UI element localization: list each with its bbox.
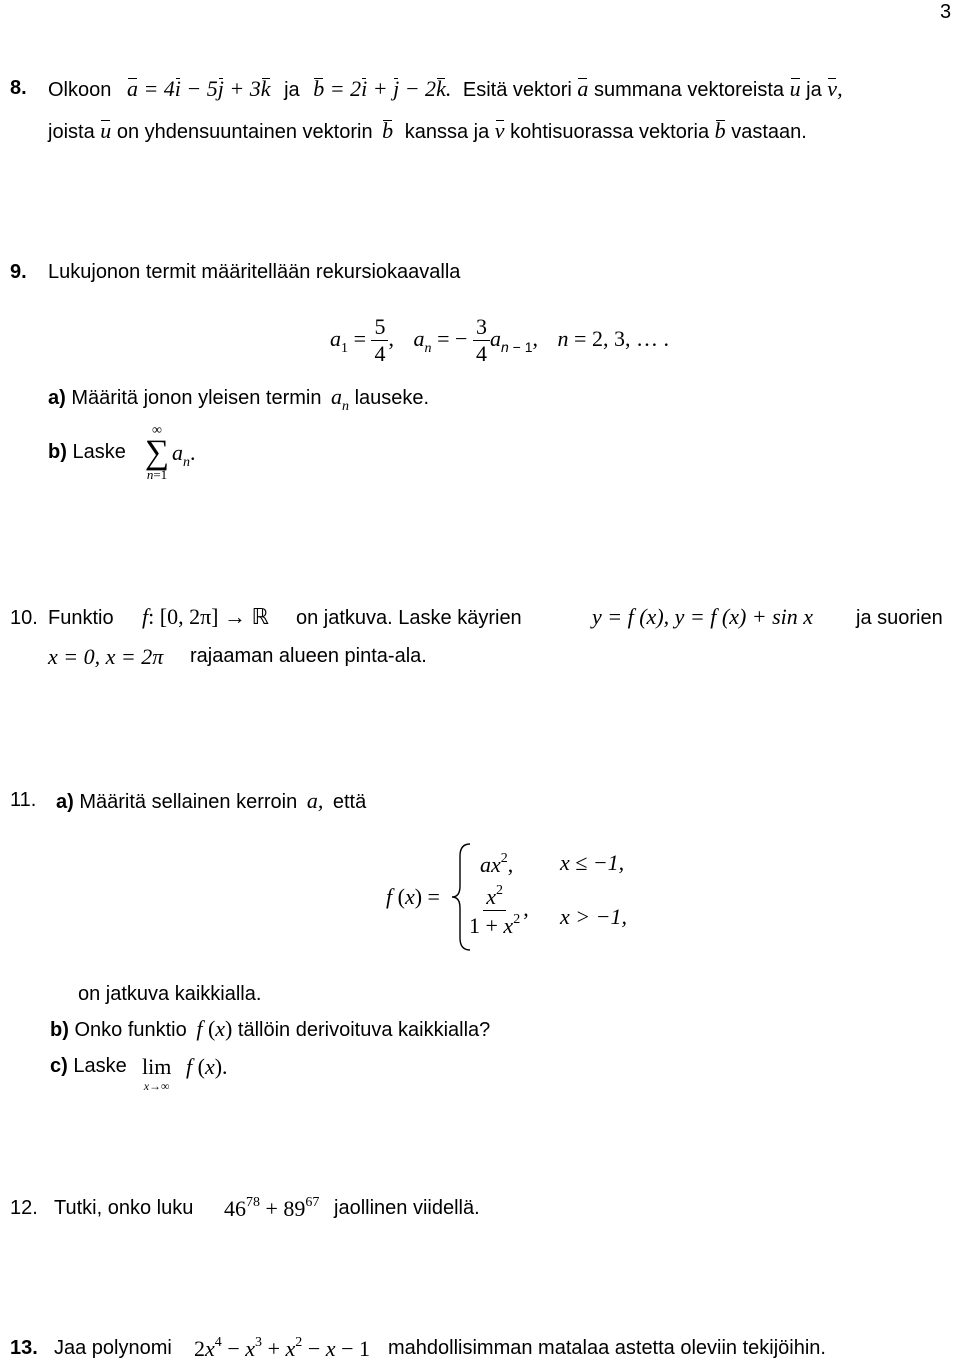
p8-line2-bvec: b <box>382 118 394 143</box>
problem-13-number: 13. <box>10 1337 38 1359</box>
problem-9-intro: Lukujonon termit määritellään rekursiokaavalla <box>48 261 461 283</box>
p9-b-text: Laske <box>72 441 126 463</box>
p11-limit: lim x→∞ <box>142 1054 172 1093</box>
p11-a-label: a) <box>56 791 74 813</box>
p11-a-text: Määritä sellainen kerroin <box>79 791 298 813</box>
p13-text2: mahdollisimman matalaa astetta oleviin tekijöihin. <box>388 1337 826 1359</box>
p11-continuity: on jatkuva kaikkialla. <box>78 983 262 1005</box>
p12-text2: jaollinen viidellä. <box>334 1197 480 1219</box>
p11-c-label: c) <box>50 1055 68 1077</box>
p11-a-var: a, <box>306 788 324 813</box>
p10-on-jatkuva: on jatkuva. Laske käyrien <box>296 607 522 629</box>
p9-part-b <box>48 442 126 462</box>
p8-line2-b: on yhdensuuntainen vektorin <box>116 121 373 143</box>
p11-case2-cond: x > −1, <box>560 904 627 929</box>
p10-ja-suorien: ja suorien <box>856 607 943 629</box>
p9-sum-term: $a_n$. <box>172 440 196 470</box>
p8-ja-1: ja <box>284 79 300 101</box>
problem-9-number: 9. <box>10 261 27 283</box>
p8-line2-e: vastaan. <box>731 121 807 143</box>
problem-12-number: 12. <box>10 1197 38 1219</box>
p13-polynomial: $2x^4 - x^3 + x^2 - x - 1$ <box>194 1335 370 1361</box>
p10-funktio: Funktio <box>48 607 114 629</box>
problem-11-number: 11. <box>10 789 37 811</box>
problem-8-line2 <box>48 120 807 142</box>
p8-vector-v: v, <box>827 76 843 101</box>
p8-mid-text: Esitä vektori <box>462 79 572 101</box>
p8-line2-a: joista <box>48 121 95 143</box>
p9-a-label: a) <box>48 387 66 409</box>
p9-b-label: b) <box>48 441 67 463</box>
p10-area-text: rajaaman alueen pinta-ala. <box>190 645 427 667</box>
p8-line2-bvec2: b <box>714 118 726 143</box>
p9-a-text-end: lauseke. <box>354 387 430 409</box>
p10-lines: x = 0, x = 2π <box>48 644 164 669</box>
p11-b-text1: Onko funktio <box>74 1019 187 1041</box>
p8-vector-a: a <box>577 76 589 101</box>
p8-sum-text: summana vektoreista <box>593 79 785 101</box>
p8-line2-c: kanssa ja <box>404 121 490 143</box>
p8-line2-u: u <box>100 118 112 143</box>
p8-line2-v: v <box>494 118 505 143</box>
p11-part-c <box>50 1056 127 1076</box>
p11-etta: että <box>332 791 367 813</box>
p11-b-text2: tällöin derivoituva kaikkialla? <box>237 1019 491 1041</box>
p8-line2-d: kohtisuorassa vektoria <box>510 121 710 143</box>
p8-vector-u: u <box>789 76 801 101</box>
p9-a-text: Määritä jonon yleisen termin <box>71 387 322 409</box>
problem-10-number: 10. <box>10 607 38 629</box>
p12-text1: Tutki, onko luku <box>54 1197 194 1219</box>
p9-recursion-formula: $a_1$ = $\frac{5}{4}$ , $a_n$ = − $\frac{3}{4}$ $a_{n - 1}$, n = 2, 3, … . <box>330 314 669 366</box>
page-number: 3 <box>940 1 952 23</box>
p11-case2-expr: $\frac{x^2}{1 + x^2}$ , <box>469 883 529 938</box>
p8-vector-b-def: b = 2i + j − 2k. <box>313 76 452 101</box>
p13-text1: Jaa polynomi <box>54 1337 172 1359</box>
p8-ja-2: ja <box>806 79 822 101</box>
p11-case1-expr: $ax^2$, <box>480 851 514 877</box>
p11-b-label: b) <box>50 1019 69 1041</box>
p11-part-b: b) Onko funktio f (x) tällöin derivoituva kaikkialla? <box>50 1016 491 1041</box>
p11-case1-cond: x ≤ −1, <box>560 850 625 875</box>
problem-8-line1 <box>48 78 843 100</box>
p11-part-a <box>56 790 366 812</box>
p12-expression: $46^{78} + 89^{67}$ <box>224 1195 320 1221</box>
p11-fx-label: f (x) = <box>386 884 440 909</box>
p8-vector-a-def: a = 4i − 5j + 3k <box>126 76 271 101</box>
p9-sum-symbol: ∞ ∑ n=1 <box>144 423 170 482</box>
p8-intro: Olkoon <box>48 79 112 101</box>
problem-8-number: 8. <box>10 77 27 99</box>
p10-domain: f: [0, 2π] → ℝ <box>142 604 269 629</box>
p10-curves: y = f (x), y = f (x) + sin x <box>592 604 814 629</box>
p11-c-text: Laske <box>73 1055 127 1077</box>
p11-limit-fx: f (x). <box>186 1054 228 1079</box>
p9-part-a: a) Määritä jonon yleisen termin $a_n$ lauseke. <box>48 384 430 414</box>
